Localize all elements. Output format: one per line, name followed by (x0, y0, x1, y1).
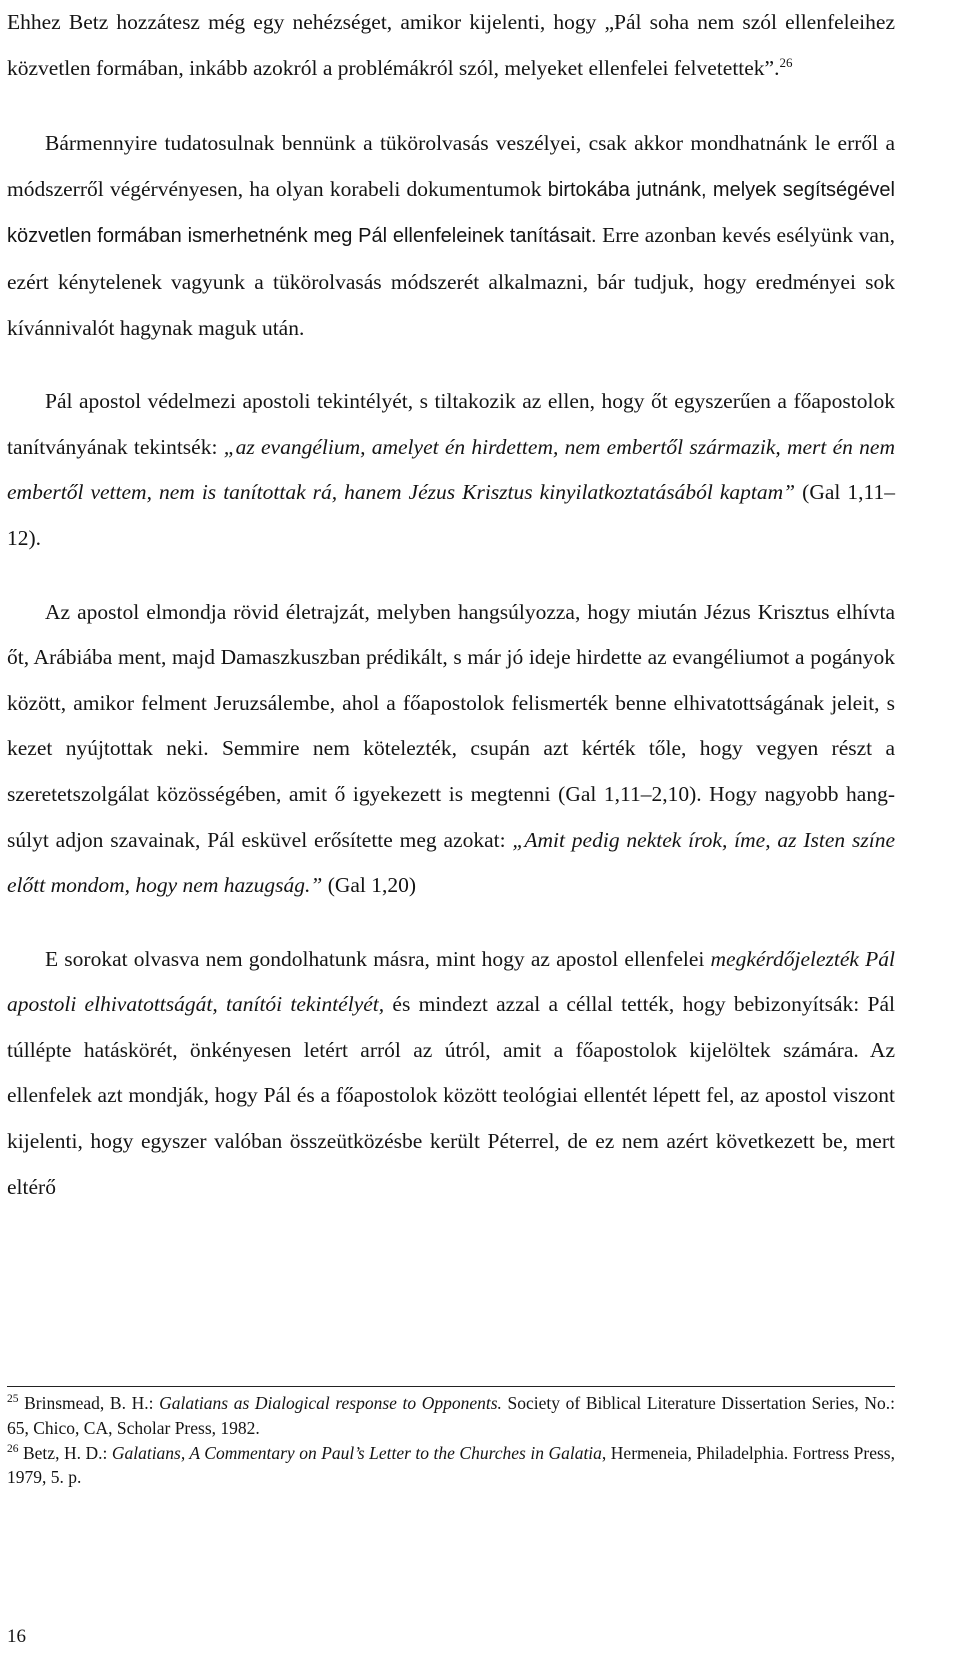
body-text (7, 0, 895, 1210)
paragraph-2-text-b: birtokába jutnánk, melyek segítségével közvetlen formában ismerhetnénk meg Pál ellenfeleinek tanításait. (7, 178, 895, 248)
footnote-25-text-b: Society of Biblical Literature Dissertation Series, No.: 65, Chico, CA, Scholar Press, 1982. (7, 1393, 895, 1438)
footnote-25-number: 25 (7, 1393, 19, 1406)
paragraph-3-text-a: Pál apostol védelmezi apostoli tekintélyét, s tiltakozik az ellen, hogy őt egyszerűen a főapostolok tanítványának tekintsék: (7, 389, 895, 459)
footnote-25-title: Galatians as Dialogical response to Opponents. (159, 1393, 502, 1413)
paragraph-5-text-b: és mindezt azzal a céllal tették, hogy bebizonyítsák: Pál túllépte hatáskörét, önkényesen letért arról az útról, amit a főapostolok kijelöltek számára. Az ellenfelek azt mondják, hogy Pál és a főapostolok között teológiai ellentét lépett fel, az apostol viszont kijelenti, hogy egyszer valóban összeütközésbe került Péterrel, de ez nem azért következett be, mert eltérő (7, 992, 895, 1199)
footnote-25 (7, 1391, 895, 1441)
paragraph-4-citation: (Gal 1,20) (322, 873, 417, 898)
paragraph-4-text-a: Az apostol elmondja rövid életrajzát, melyben hangsúlyozza, hogy miután Jézus Krisztus elhívta őt, Arábiába ment, majd Damaszkuszban prédikált, s már jó ideje hirdette az evangéliumot a pogányok között, amikor felment Jeruzsálembe, ahol a főapostolok felismerték benne elhivatottságának jeleit, s kezet nyújtottak neki. Semmire nem kötelezték, csupán azt kérték tőle, hogy vegyen részt a szeretetszolgálat közösségében, amit ő igyekezett is megtenni (Gal 1,11–2,10). Hogy nagyobb hangsúlyt adjon szavainak, Pál esküvel erősítette meg azokat: (7, 599, 895, 852)
footnote-separator (7, 1386, 895, 1387)
paragraph-1 (7, 0, 895, 91)
footnote-26 (7, 1441, 895, 1491)
page-number: 16 (7, 1626, 26, 1647)
paragraph-2-text-c: Erre azonban kevés esélyünk van, ezért kénytelenek vagyunk a tükörolvasás módszerét alkalmazni, bár tudjuk, hogy eredményei sok kívánnivalót hagynak maguk után. (7, 223, 896, 340)
paragraph-3-quote: „az evangélium, amelyet én hirdettem, nem embertől származik, mert én nem embertől vettem, nem is tanítottak rá, hanem Jézus Krisztus kinyilatkoztatásából kaptam” (7, 434, 895, 505)
footnotes (7, 1391, 895, 1490)
paragraph-2-text-a: Bármennyire tudatosulnak bennünk a tükörolvasás veszélyei, csak akkor mondhatnánk le erről a módszerről végérvényesen, ha olyan korabeli dokumentumok (7, 131, 895, 201)
paragraph-5 (7, 937, 895, 1211)
paragraph-4-quote: „Amit pedig nektek írok, íme, az Isten színe előtt mondom, hogy nem hazugság.” (7, 827, 895, 898)
paragraph-1-text: Ehhez Betz hozzátesz még egy nehézséget, amikor kijelenti, hogy „Pál soha nem szól ellenfeleihez közvetlen formában, inkább azokról a problémákról szól, melyeket ellenfelei felvetettek”. (7, 10, 895, 80)
footnote-25-text-a: Brinsmead, B. H.: (18, 1393, 160, 1413)
paragraph-3 (7, 379, 895, 561)
paragraph-5-emphasis: megkérdőjelezték Pál apostoli elhivatottságát, tanítói tekintélyét, (7, 946, 895, 1017)
paragraph-2 (7, 121, 895, 351)
footnote-26-title: Galatians, A Commentary on Paul’s Letter to the Churches in Galatia (111, 1442, 602, 1463)
paragraph-5-text-a: E sorokat olvasva nem gondolhatunk másra, mint hogy az apostol ellenfelei (45, 946, 711, 971)
footnote-26-text-a: Betz, H. D.: (18, 1442, 112, 1463)
footnote-26-number: 26 (7, 1442, 19, 1455)
footnote-ref-26[interactable]: 26 (779, 54, 793, 70)
paragraph-3-citation: (Gal 1,11–12). (7, 480, 895, 550)
paragraph-4 (7, 590, 895, 909)
footnote-26-text-b: , Hermeneia, Philadelphia. Fortress Press, 1979, 5. p. (7, 1442, 895, 1488)
